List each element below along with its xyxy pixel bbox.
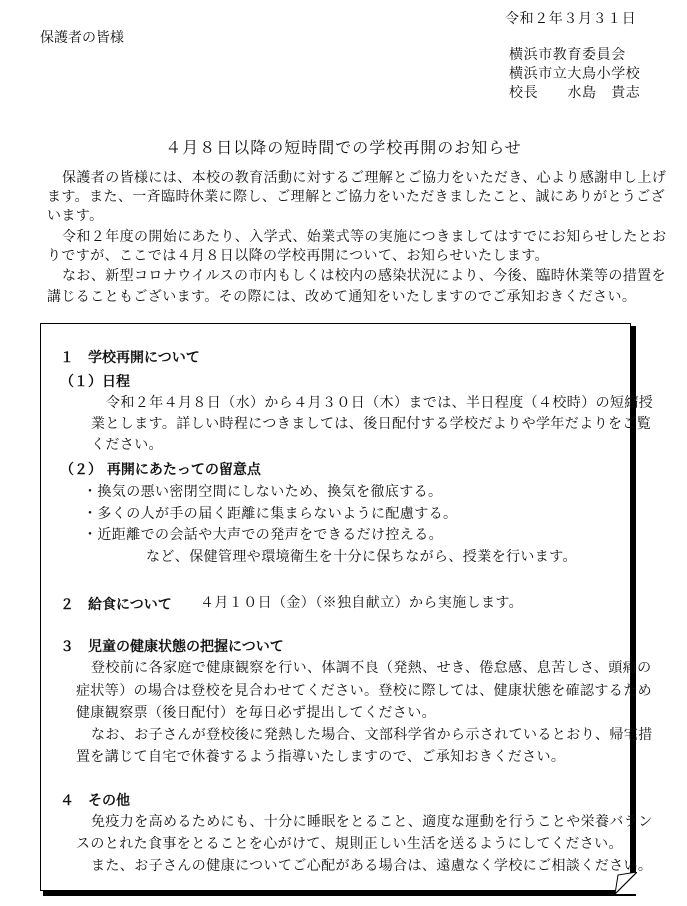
intro-line: りですが、ここでは４月８日以降の学校再開について、お知らせいたします。 (47, 248, 549, 264)
intro-line: 保護者の皆様には、本校の教育活動に対するご理解とご協力をいただき、心より感謝申し上げ (62, 170, 667, 186)
intro-line: います。 (47, 208, 104, 224)
section-1-sub-1: （１）日程 (60, 374, 130, 390)
sender-org-school: 横浜市立大鳥小学校 (509, 66, 641, 82)
health-line: 健康観察票（後日配付）を毎日必ず提出してください。 (76, 705, 436, 721)
intro-line: ます。また、一斉臨時休業に際し、ご理解とご協力をいただきましたこと、誠にありがとうござ (47, 189, 666, 205)
sender-org-board: 横浜市教育委員会 (509, 47, 626, 63)
recipient: 保護者の皆様 (40, 30, 124, 46)
health-line: なお、お子さんが登校後に発熱した場合、文部科学省から示されているとおり、帰宅措 (91, 727, 653, 743)
document-date: 令和２年３月３１日 (505, 11, 637, 27)
other-line: 免疫力を高めるためにも、十分に睡眠をとること、適度な運動を行うことや栄養バラン (91, 814, 653, 830)
precaution-item: ・近距離での会話や大声での発声をできるだけ控える。 (83, 527, 443, 543)
health-line: 登校前に各家庭で健康観察を行い、体調不良（発熱、せき、倦怠感、息苦しさ、頭痛の (91, 660, 652, 676)
health-line: 症状等）の場合は登校を見合わせてください。登校に際しては、健康状態を確認するため (76, 683, 652, 699)
section-1-sub-2: （２） 再開にあたっての留意点 (60, 462, 261, 478)
intro-line: 講じることもございます。その際には、改めて通知をいたしますのでご承知おきください。 (47, 289, 637, 305)
page-title: ４月８日以降の短時間での学校再開のお知らせ (165, 138, 522, 157)
folded-corner-icon (615, 872, 637, 894)
precaution-summary: など、保健管理や環境衛生を十分に保ちながら、授業を行います。 (146, 549, 577, 565)
intro-line: なお、新型コロナウイルスの市内もしくは校内の感染状況により、今後、臨時休業等の措置を (62, 268, 666, 284)
health-line: 置を講じて自宅で休養するよう指導いたしますので、ご承知おきください。 (76, 749, 566, 765)
section-2-heading: ２ 給食について (60, 597, 172, 613)
other-line: また、お子さんの健康についてご心配がある場合は、遠慮なく学校にご相談ください。 (91, 858, 653, 874)
intro-line: 令和２年度の開始にあたり、入学式、始業式等の実施につきましてはすでにお知らせしたとお (62, 229, 667, 245)
section-1-heading: １ 学校再開について (60, 350, 200, 366)
section-3-heading: ３ 児童の健康状態の把握について (60, 639, 284, 655)
schedule-line: 令和２年４月８日（水）から４月３０日（木）までは、半日程度（４校時）の短縮授 (106, 395, 654, 411)
precaution-item: ・多くの人が手の届く距離に集まらないように配慮する。 (83, 506, 458, 522)
schedule-line: 業とします。詳しい時程につきましては、後日配付する学校だよりや学年だよりをご覧 (91, 416, 652, 432)
section-4-heading: ４ その他 (60, 793, 130, 809)
lunch-start: ４月１０日（金）（※独自献立）から実施します。 (200, 595, 524, 611)
other-line: スのとれた食事をとることを心がけて、規則正しい生活を送るようにしてください。 (76, 836, 623, 852)
sender-principal: 校長 水島 貴志 (509, 85, 641, 101)
precaution-item: ・換気の悪い密閉空間にしないため、換気を徹底する。 (83, 484, 443, 500)
schedule-line: ください。 (91, 437, 163, 453)
